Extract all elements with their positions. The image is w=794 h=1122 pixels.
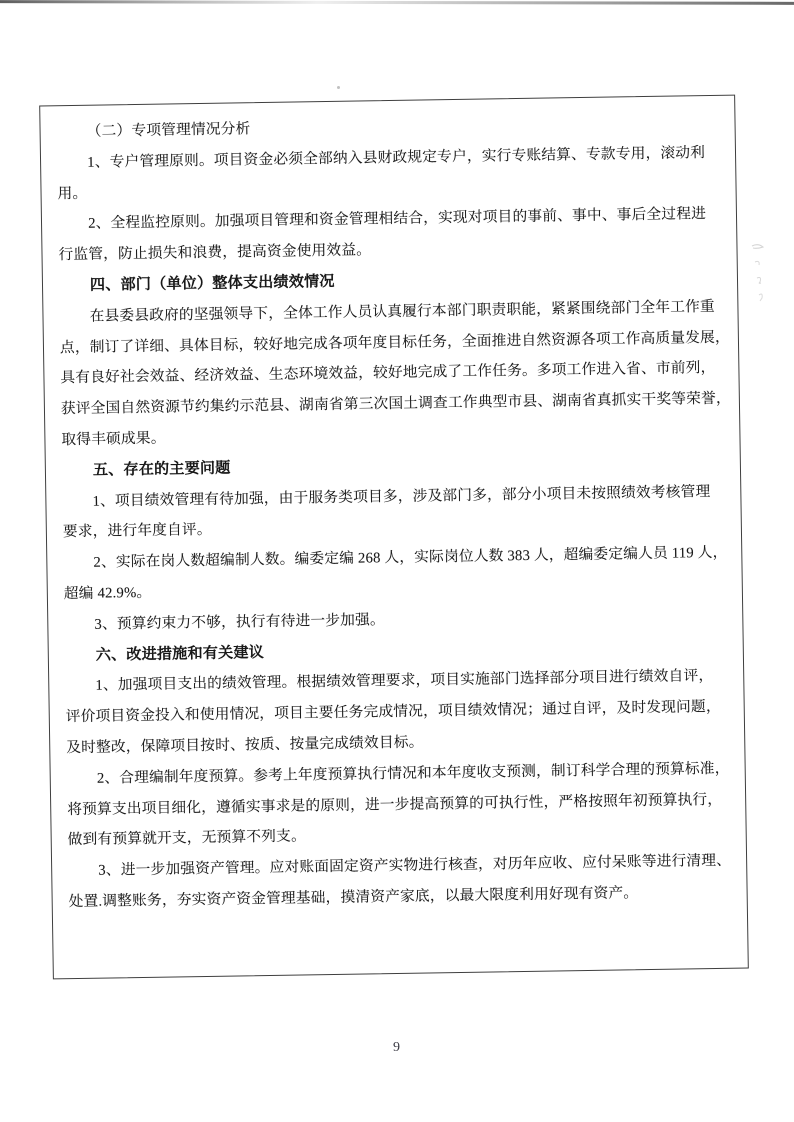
section-heading-5: 五、存在的主要问题 (92, 460, 231, 479)
text-line: 获评全国自然资源节约集约示范县、湖南省第三次国土调查工作典型市县、湖南省真抓实干奖等荣誉， (60, 390, 731, 418)
text-line: 评价项目资金投入和使用情况，项目主要任务完成情况，项目绩效情况；通过自评，及时发现问题， (65, 699, 721, 726)
section-heading-4: 四、部门（单位）整体支出绩效情况 (89, 273, 335, 294)
text-line: 在县委县政府的坚强领导下，全体工作人员认真履行本部门职责职能，紧紧围绕部门全年工作重 (89, 298, 715, 325)
section-heading-6: 六、改进措施和有关建议 (95, 644, 265, 664)
scan-speck (337, 86, 340, 89)
text-line: 1、专户管理原则。项目资金必须全部纳入县财政规定专户，实行专账结算、专款专用，滚动利 (87, 144, 706, 171)
text-line: 2、实际在岗人数超编制人数。编委定编 268 人，实际岗位人数 383 人，超编委定编人员 119 人， (93, 544, 728, 571)
text-line: 1、加强项目支出的绩效管理。根据绩效管理要求，项目实施部门选择部分项目进行绩效自评， (95, 668, 714, 695)
report-body (40, 96, 747, 919)
text-line: 2、全程监控原则。加强项目管理和资金管理相结合，实现对项目的事前、事中、事后全过程进 (88, 206, 707, 233)
text-line: 及时整改，保障项目按时、按质、按量完成绩效目标。 (66, 734, 424, 757)
scanner-edge-line (0, 0, 794, 5)
text-line: 取得丰硕成果。 (61, 430, 166, 449)
text-line: 具有良好社会效益、经济效益、生态环境效益，较好地完成了工作任务。多项工作进入省、市前列， (60, 360, 716, 387)
text-line: 用。 (57, 185, 88, 202)
text-line: 做到有预算就开支，无预算不列支。 (67, 828, 307, 849)
text-line: 2、合理编制年度预算。参考上年度预算执行情况和本年度收支预测，制订科学合理的预算标准， (96, 760, 730, 787)
pencil-smudge-icon (746, 242, 772, 306)
text-line: 点，制订了详细、具体目标，较好地完成各项年度目标任务，全面推进自然资源各项工作高质量发展， (59, 329, 730, 356)
report-table-cell-border (39, 95, 749, 980)
text-line: 将预算支出项目细化，遵循实事求是的原则，进一步提高预算的可执行性，严格按照年初预算执行， (67, 791, 723, 818)
subsection-heading: （二）专项管理情况分析 (86, 121, 251, 140)
text-line: 行监管，防止损失和浪费，提高资金使用效益。 (58, 242, 372, 264)
page-number: 9 (393, 1040, 401, 1055)
text-line: 要求，进行年度自评。 (62, 522, 212, 541)
text-line: 超编 42.9%。 (63, 584, 152, 603)
text-line: 处置.调整账务，夯实资产资金管理基础，摸清资产家底，以最大限度利用好现有资产。 (68, 885, 639, 911)
text-line: 3、预算约束力不够，执行有待进一步加强。 (94, 611, 385, 633)
text-line: 3、进一步加强资产管理。应对账面固定资产实物进行核查，对历年应收、应付呆账等进行清理、 (98, 852, 732, 879)
text-line: 1、项目绩效管理有待加强，由于服务类项目多，涉及部门多，部分小项目未按照绩效考核管理 (92, 483, 711, 510)
